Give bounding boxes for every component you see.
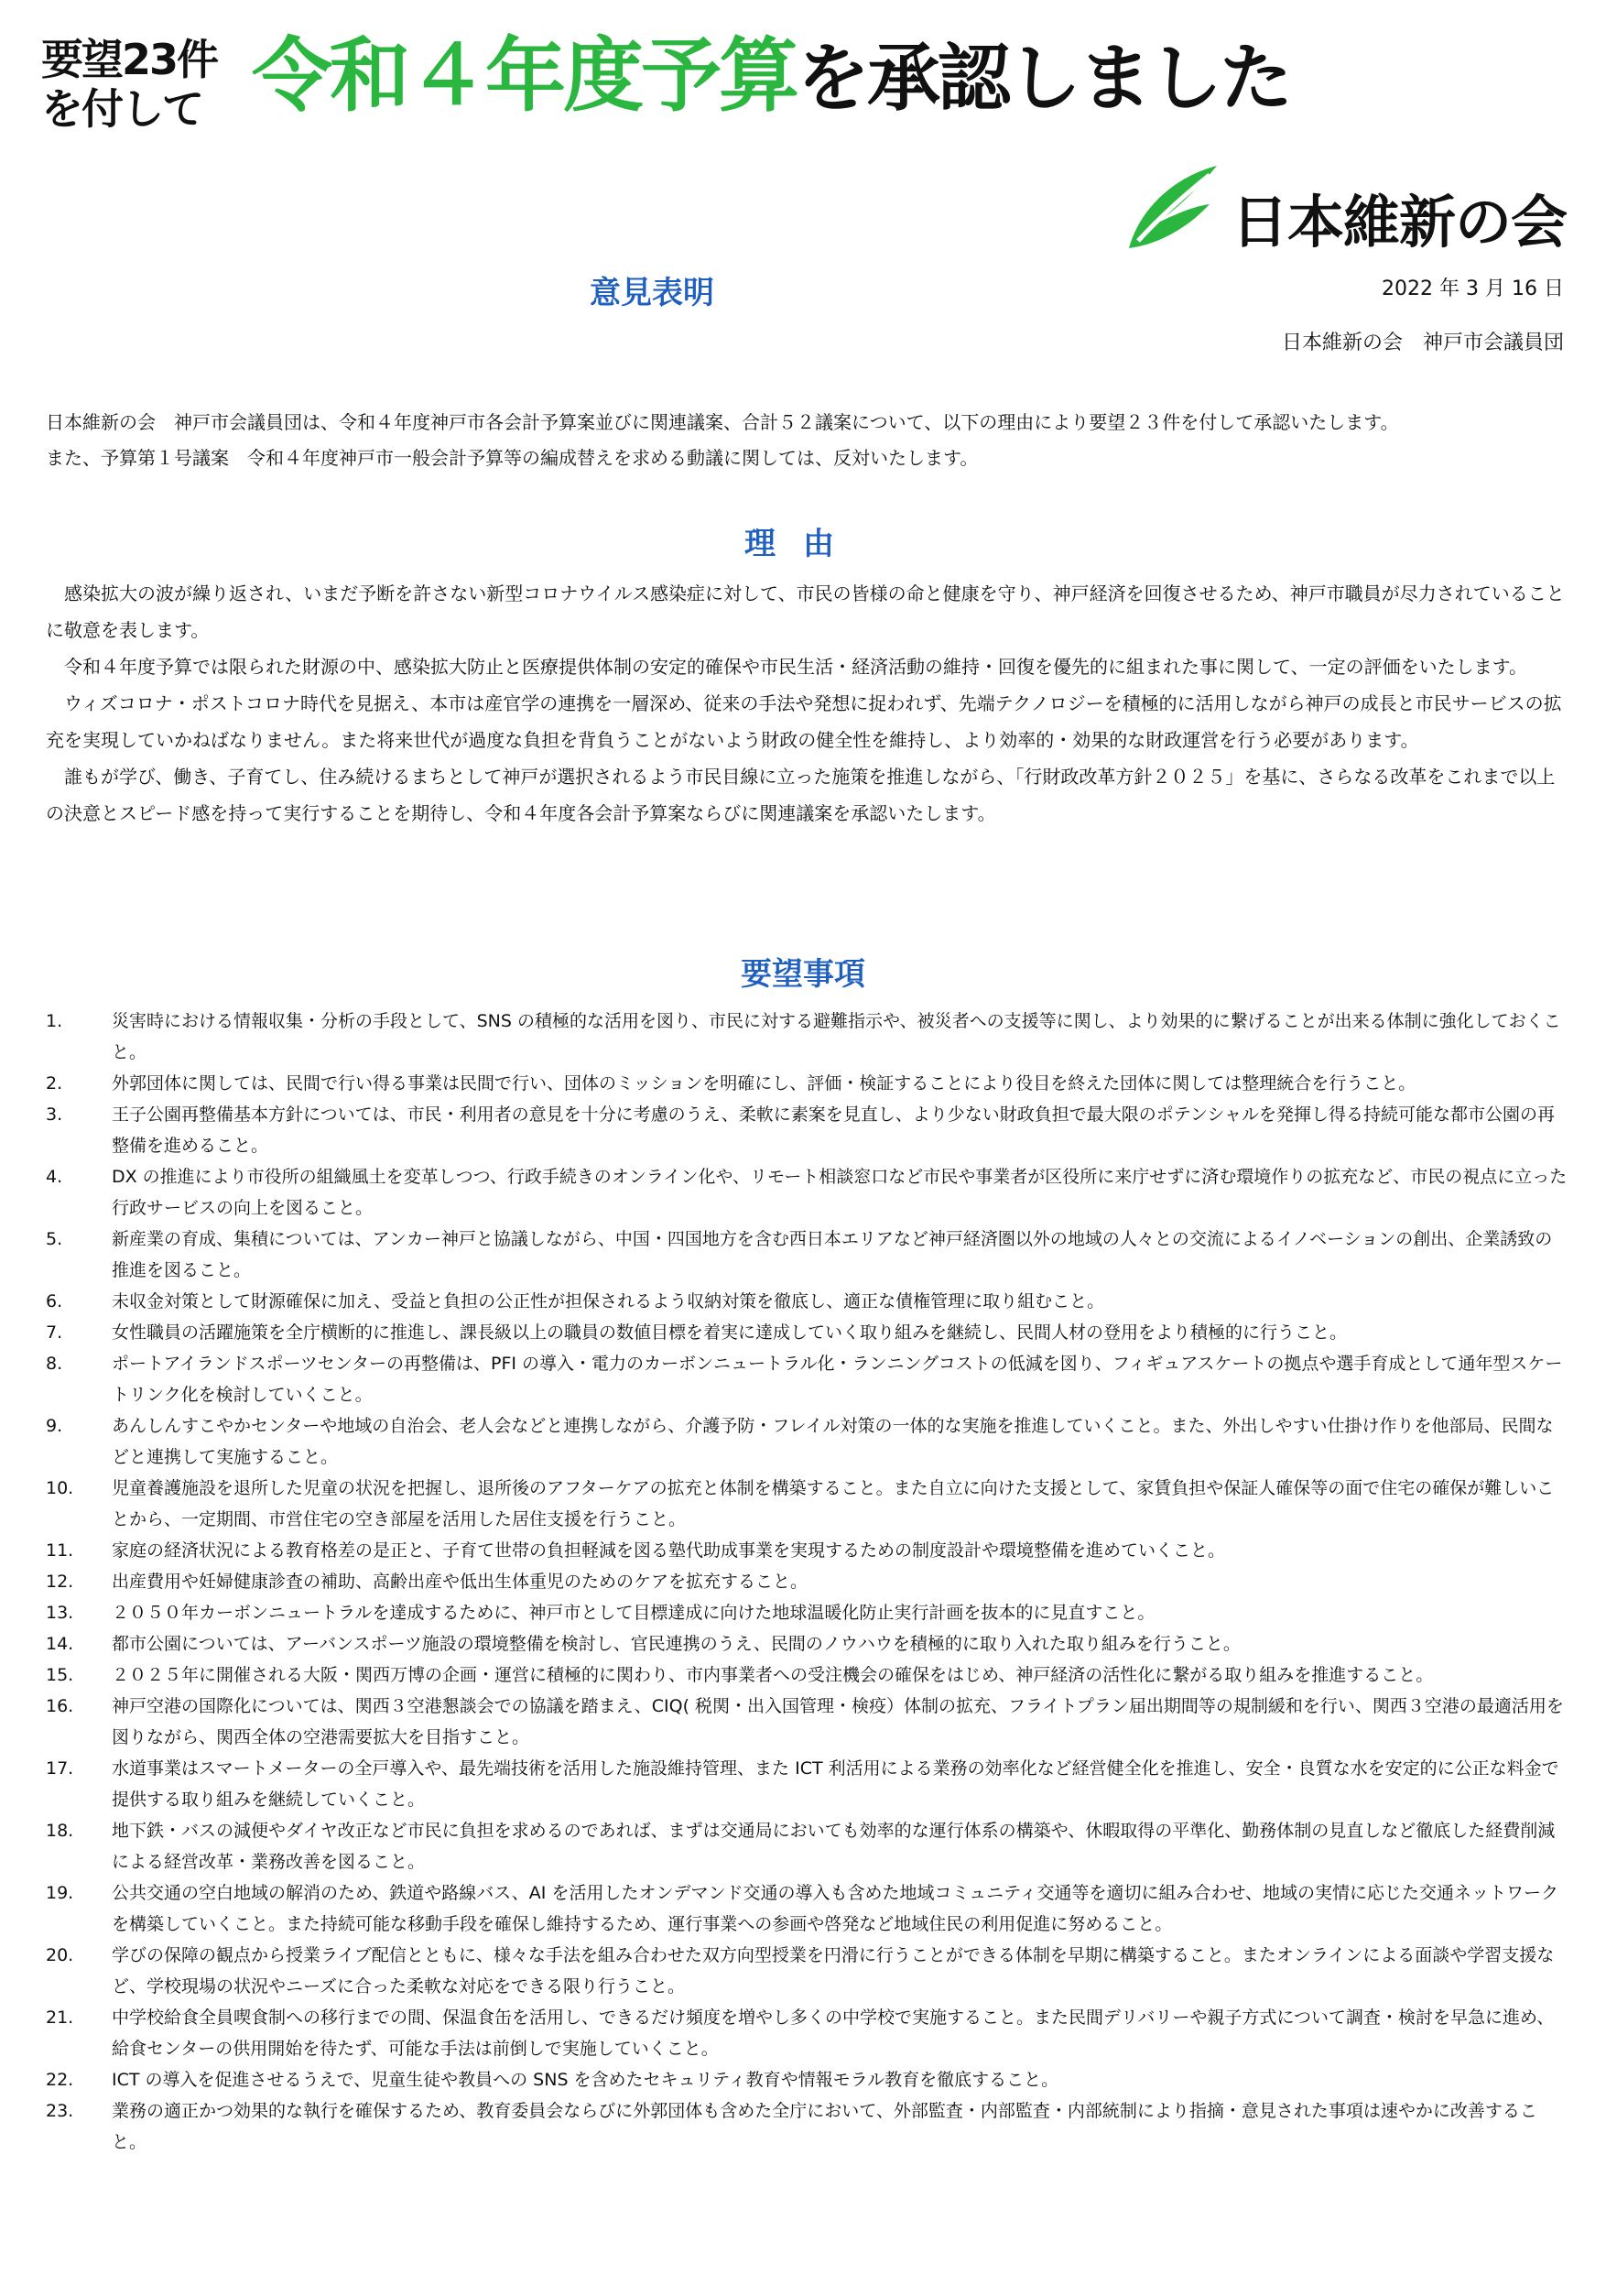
list-item: [46, 1006, 1568, 1068]
item-text: DX の推進により市役所の組織風土を変革しつつ、行政手続きのオンライン化や、リモート相談窓口など市民や事業者が区役所に来庁せずに済む環境作りの拡充など、市民の視点に立った行政サービスの向上を図ること。: [112, 1167, 1568, 1218]
item-text: 災害時における情報収集・分析の手段として、SNS の積極的な活用を図り、市民に対する避難指示や、被災者への支援等に関し、より効果的に繋げることが出来る体制に強化しておくこと。: [112, 1011, 1561, 1062]
list-item: [46, 1410, 1568, 1473]
organization-name: 日本維新の会 神戸市会議員団: [1281, 332, 1564, 354]
item-text: 都市公園については、アーバンスポーツ施設の環境整備を検討し、官民連携のうえ、民間のノウハウを積極的に取り入れた取り組みを行うこと。: [112, 1634, 1241, 1654]
item-number: 21.: [46, 2008, 74, 2028]
list-item: [46, 1099, 1568, 1161]
list-item: [46, 1815, 1568, 1877]
item-text: あんしんすこやかセンターや地域の自治会、老人会などと連携しながら、介護予防・フレイル対策の一体的な実施を推進していくこと。また、外出しやすい仕掛け作りを他部局、民間などと連携して実施すること。: [112, 1416, 1554, 1467]
reason-paragraph: ウィズコロナ・ポストコロナ時代を見据え、本市は産官学の連携を一層深め、従来の手法や発想に捉われず、先端テクノロジーを積極的に活用しながら神戸の成長と市民サービスの拡充を実現していかねばなりません。また将来世代が過度な負担を背負うことがないよう財政の健全性を維持し、より効率的・効果的な財政運営を行う必要があります。: [46, 692, 1562, 751]
requests-heading: 要望事項: [741, 956, 865, 993]
item-number: 9.: [46, 1416, 63, 1436]
header-subtitle-line2: を付して: [41, 84, 202, 134]
list-item: [46, 1286, 1568, 1317]
page-title: [252, 26, 1290, 149]
list-item: [46, 1659, 1568, 1691]
intro-text: [46, 405, 1568, 476]
item-number: 15.: [46, 1665, 74, 1685]
list-item: [46, 1224, 1568, 1286]
item-text: 外郭団体に関しては、民間で行い得る事業は民間で行い、団体のミッションを明確にし、評価・検証することにより役目を終えた団体に関しては整理統合を行うこと。: [112, 1073, 1416, 1094]
item-number: 11.: [46, 1540, 74, 1561]
list-item: [46, 1317, 1568, 1348]
list-item: [46, 1161, 1568, 1224]
item-number: 23.: [46, 2101, 74, 2121]
item-text: 地下鉄・バスの減便やダイヤ改正など市民に負担を求めるのであれば、まずは交通局においても効率的な運行体系の構築や、休暇取得の平準化、勤務体制の見直しなど徹底した経費削減による経営改革・業務改善を図ること。: [112, 1821, 1556, 1872]
item-number: 6.: [46, 1291, 63, 1311]
item-number: 4.: [46, 1167, 63, 1187]
list-item: [46, 1566, 1568, 1597]
item-number: 20.: [46, 1945, 74, 1965]
list-item: [46, 1068, 1568, 1099]
item-text: ICT の導入を促進させるうえで、児童生徒や教員への SNS を含めたセキュリティ教育や情報モラル教育を徹底すること。: [112, 2070, 1059, 2090]
intro-paragraph: 日本維新の会 神戸市会議員団は、令和４年度神戸市各会計予算案並びに関連議案、合計５２議案について、以下の理由により要望２３件を付して承認いたします。: [46, 411, 1399, 433]
item-text: 王子公園再整備基本方針については、市民・利用者の意見を十分に考慮のうえ、柔軟に素案を見直し、より少ない財政負担で最大限のポテンシャルを発揮し得る持続可能な都市公園の再整備を進めること。: [112, 1104, 1555, 1156]
item-number: 22.: [46, 2070, 74, 2090]
list-item: [46, 1535, 1568, 1566]
page-title-approved: を承認しました: [797, 36, 1291, 121]
party-logo: [1122, 160, 1579, 261]
item-text: 業務の適正かつ効果的な執行を確保するため、教育委員会ならびに外郭団体も含めた全庁において、外部監査・内部監査・内部統制により指摘・意見された事項は速やかに改善すること。: [112, 2101, 1537, 2152]
reason-paragraph: 感染拡大の波が繰り返され、いまだ予断を許さない新型コロナウイルス感染症に対して、市民の皆様の命と健康を守り、神戸経済を回復させるため、神戸市職員が尽力されていることに敬意を表します。: [46, 582, 1565, 641]
list-item: [46, 1691, 1568, 1753]
item-number: 5.: [46, 1229, 63, 1249]
item-number: 14.: [46, 1634, 74, 1654]
list-item: [46, 1597, 1568, 1628]
reason-paragraph: 令和４年度予算では限られた財源の中、感染拡大防止と医療提供体制の安定的確保や市民生活・経済活動の維持・回復を優先的に組まれた事に関して、一定の評価をいたします。: [64, 656, 1527, 678]
item-text: 学びの保障の観点から授業ライブ配信とともに、様々な手法を組み合わせた双方向型授業を円滑に行うことができる体制を早期に構築すること。またオンラインによる面談や学習支援など、学校現場の状況やニーズに合った柔軟な対応をできる限り行うこと。: [112, 1945, 1555, 1997]
list-item: [46, 1628, 1568, 1659]
opinion-heading: 意見表明: [590, 275, 714, 311]
requests-list: [46, 1006, 1568, 2158]
item-number: 12.: [46, 1572, 74, 1592]
item-text: 中学校給食全員喫食制への移行までの間、保温食缶を活用し、できるだけ頻度を増やし多くの中学校で実施すること。また民間デリバリーや親子方式について調査・検討を早急に進め、給食センターの供用開始を待たず、可能な手法は前倒しで実施していくこと。: [112, 2008, 1555, 2059]
item-text: 女性職員の活躍施策を全庁横断的に推進し、課長級以上の職員の数値目標を着実に達成していく取り組みを継続し、民間人材の登用をより積極的に行うこと。: [112, 1322, 1348, 1343]
item-number: 16.: [46, 1696, 74, 1716]
item-text: 出産費用や妊婦健康診査の補助、高齢出産や低出生体重児のためのケアを拡充すること。: [112, 1572, 808, 1592]
leaf-icon: [1122, 160, 1222, 261]
item-text: ２０５０年カーボンニュートラルを達成するために、神戸市として目標達成に向けた地球温暖化防止実行計画を抜本的に見直すこと。: [112, 1603, 1156, 1623]
item-text: 児童養護施設を退所した児童の状況を把握し、退所後のアフターケアの拡充と体制を構築すること。また自立に向けた支援として、家賃負担や保証人確保等の面で住宅の確保が難しいことから、一定期間、市営住宅の空き部屋を活用した居住支援を行うこと。: [112, 1478, 1555, 1529]
item-number: 19.: [46, 1883, 74, 1903]
item-text: 未収金対策として財源確保に加え、受益と負担の公正性が担保されるよう収納対策を徹底し、適正な債権管理に取り組むこと。: [112, 1291, 1105, 1311]
item-number: 13.: [46, 1603, 74, 1623]
item-text: 神戸空港の国際化については、関西３空港懇談会での協議を踏まえ、CIQ( 税関・出入国管理・検疫）体制の拡充、フライトプラン届出期間等の規制緩和を行い、関西３空港の最適活用を図りながら、関西全体の空港需要拡大を目指すこと。: [112, 1696, 1564, 1747]
document-date: 2022 年 3 月 16 日: [1382, 277, 1564, 300]
list-item: [46, 2064, 1568, 2095]
item-number: 1.: [46, 1011, 63, 1031]
item-text: 家庭の経済状況による教育格差の是正と、子育て世帯の負担軽減を図る塾代助成事業を実現するための制度設計や環境整備を進めていくこと。: [112, 1540, 1226, 1561]
header-subtitle-line1: 要望23件: [41, 35, 218, 84]
list-item: [46, 1473, 1568, 1535]
list-item: [46, 1877, 1568, 1940]
item-number: 18.: [46, 1821, 74, 1841]
page-title-budget: 令和４年度予算: [252, 28, 798, 123]
header-subtitle: [41, 35, 243, 134]
list-item: [46, 2095, 1568, 2158]
list-item: [46, 1348, 1568, 1410]
list-item: [46, 1753, 1568, 1815]
item-number: 3.: [46, 1104, 63, 1125]
item-number: 17.: [46, 1758, 74, 1779]
item-text: ポートアイランドスポーツセンターの再整備は、PFI の導入・電力のカーボンニュートラル化・ランニングコストの低減を図り、フィギュアスケートの拠点や選手育成として通年型スケートリンク化を検討していくこと。: [112, 1354, 1563, 1405]
item-number: 2.: [46, 1073, 63, 1094]
item-text: ２０２５年に開催される大阪・関西万博の企画・運営に積極的に関わり、市内事業者への受注機会の確保をはじめ、神戸経済の活性化に繋がる取り組みを推進すること。: [112, 1665, 1434, 1685]
reason-paragraph: 誰もが学び、働き、子育てし、住み続けるまちとして神戸が選択されるよう市民目線に立った施策を推進しながら、「行財政改革方針２０２５」を基に、さらなる改革をこれまで以上の決意とスピード感を持って実行することを期待し、令和４年度各会計予算案ならびに関連議案を承認いたします。: [46, 766, 1556, 824]
item-text: 新産業の育成、集積については、アンカー神戸と協議しながら、中国・四国地方を含む西日本エリアなど神戸経済圏以外の地域の人々との交流によるイノベーションの創出、企業誘致の推進を図ること。: [112, 1229, 1553, 1280]
item-text: 水道事業はスマートメーターの全戸導入や、最先端技術を活用した施設維持管理、また ICT 利活用による業務の効率化など経営健全化を推進し、安全・良質な水を安定的に公正な料金で提供する取り組みを継続していくこと。: [112, 1758, 1559, 1810]
item-text: 公共交通の空白地域の解消のため、鉄道や路線バス、AI を活用したオンデマンド交通の導入も含めた地域コミュニティ交通等を適切に組み合わせ、地域の実情に応じた交通ネットワークを構築していくこと。また持続可能な移動手段を確保し維持するため、運行事業への参画や啓発など地域住民の利用促進に努めること。: [112, 1883, 1558, 1934]
list-item: [46, 1940, 1568, 2002]
party-logo-text: 日本維新の会: [1232, 189, 1568, 256]
intro-paragraph: また、予算第１号議案 令和４年度神戸市一般会計予算等の編成替えを求める動議に関しては、反対いたします。: [46, 447, 979, 469]
item-number: 10.: [46, 1478, 74, 1498]
list-item: [46, 2002, 1568, 2064]
reason-body: [46, 575, 1568, 832]
item-number: 8.: [46, 1354, 63, 1374]
reason-heading: 理由: [744, 526, 862, 562]
item-number: 7.: [46, 1322, 63, 1343]
